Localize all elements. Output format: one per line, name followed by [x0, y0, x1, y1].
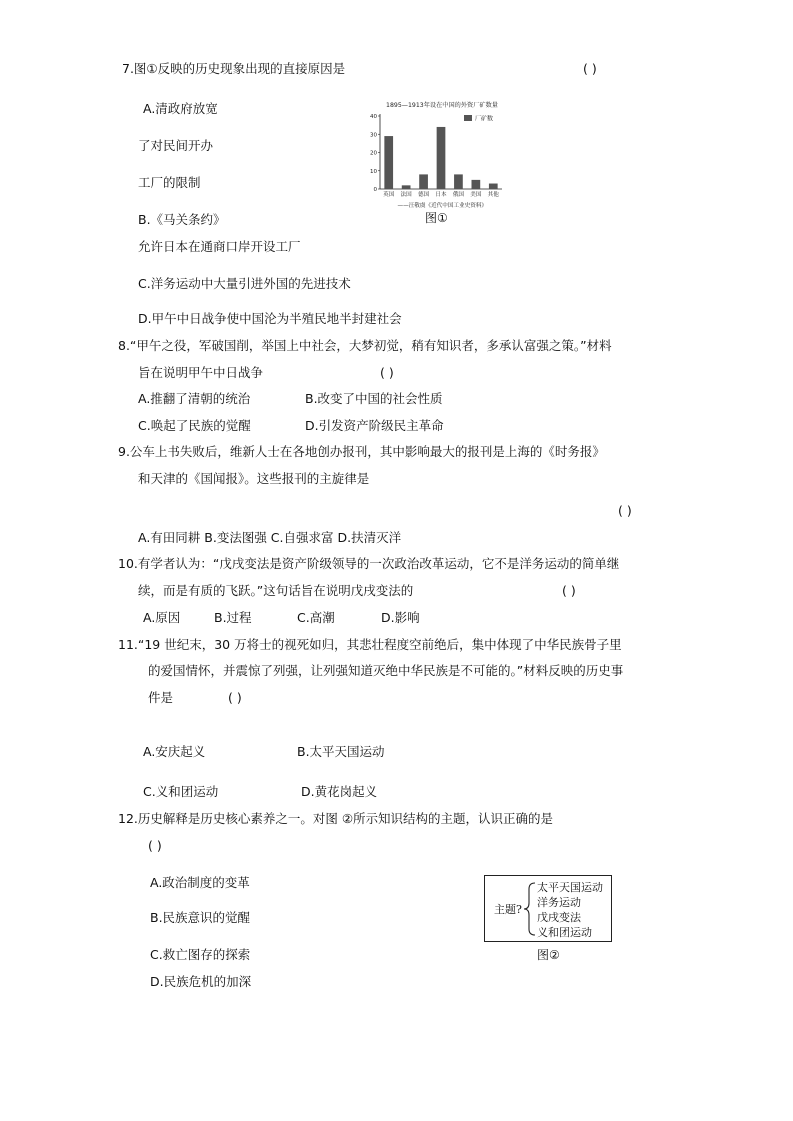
chart-x-tick-label: 日本 — [435, 192, 447, 198]
chart-y-tick-label: 0 — [373, 187, 377, 193]
q10-option-a: A.原因 — [143, 610, 181, 625]
chart-x-tick-label: 美国 — [470, 192, 482, 198]
diagram-item: 义和团运动 — [537, 926, 592, 939]
q12-option-c: C.救亡图存的探索 — [150, 947, 251, 962]
chart-x-tick-label: 德国 — [417, 192, 430, 198]
q8-option-c: C.唤起了民族的觉醒 — [138, 418, 251, 433]
q7-option-a-line2: 了对民间开办 — [138, 138, 214, 153]
chart-y-tick-label: 10 — [370, 168, 377, 175]
q12-option-a: A.政治制度的变革 — [150, 875, 250, 890]
q11-option-b: B.太平天国运动 — [297, 744, 385, 759]
chart-bar — [419, 174, 428, 189]
q11-stem-line1: 11.“19 世纪末，30 万将士的视死如归，其悲壮程度空前绝后，集中体现了中华民族骨子里 — [118, 637, 622, 652]
q7-option-a-line1: A.清政府放宽 — [143, 101, 218, 116]
figure-2-knowledge-structure — [484, 875, 612, 942]
chart-svg — [362, 99, 510, 211]
q9-options: A.有田同耕 B.变法图强 C.自强求富 D.扶清灭洋 — [138, 530, 402, 545]
q8-stem-line2: 旨在说明甲午中日战争 — [138, 365, 264, 380]
q10-option-c: C.高潮 — [297, 610, 335, 625]
chart-bar — [454, 174, 463, 189]
q8-option-a: A.推翻了清朝的统治 — [138, 391, 251, 406]
q10-option-b: B.过程 — [214, 610, 252, 625]
q10-stem-line2: 续，而是有质的飞跃。”这句话旨在说明戊戌变法的 — [138, 583, 414, 598]
q12-answer-parens: ( ) — [148, 838, 162, 853]
q9-answer-parens: ( ) — [618, 503, 632, 518]
q10-answer-parens: ( ) — [562, 583, 576, 598]
chart-y-tick-label: 40 — [370, 114, 377, 120]
figure-1-bar-chart — [362, 99, 510, 211]
chart-x-tick-label: 英国 — [383, 192, 395, 198]
chart-x-tick-label: 俄国 — [452, 192, 465, 198]
q10-option-d: D.影响 — [381, 610, 420, 625]
q7-option-b-line1: B.《马关条约》 — [138, 212, 226, 227]
q7-stem: 7.图①反映的历史现象出现的直接原因是 — [122, 61, 346, 76]
q11-stem-line2: 的爱国情怀，并震惊了列强，让列强知道灭绝中华民族是不可能的。”材料反映的历史事 — [148, 663, 624, 678]
chart-bar — [384, 136, 393, 189]
chart-x-tick-label: 法国 — [400, 192, 412, 198]
q12-option-b: B.民族意识的觉醒 — [150, 910, 251, 925]
chart-title: 1895—1913年设在中国的外资厂矿数量 — [386, 102, 498, 109]
chart-legend-label: 厂矿数 — [475, 115, 494, 123]
q11-option-a: A.安庆起义 — [143, 744, 206, 759]
q11-stem-line3: 件是 — [148, 690, 174, 705]
diagram-topic: 主题? — [494, 903, 522, 916]
chart-bar — [472, 180, 481, 189]
q12-stem: 12.历史解释是历史核心素养之一。对图 ②所示知识结构的主题，认识正确的是 — [118, 811, 554, 826]
q11-answer-parens: ( ) — [228, 690, 242, 705]
q10-stem-line1: 10.有学者认为：“戊戌变法是资产阶级领导的一次政治改革运动，它不是洋务运动的简单继 — [118, 556, 620, 571]
curly-brace-icon — [523, 881, 537, 937]
chart-legend-swatch — [464, 115, 472, 121]
figure-1-caption: 图① — [425, 211, 448, 225]
chart-source: ——汪敬虞《近代中国工业史资料》 — [397, 203, 487, 209]
q7-option-d: D.甲午中日战争使中国沦为半殖民地半封建社会 — [138, 311, 402, 326]
q7-option-a-line3: 工厂的限制 — [138, 175, 201, 190]
chart-bar — [489, 184, 498, 189]
chart-bar — [402, 185, 411, 189]
q9-stem-line1: 9.公车上书失败后，维新人士在各地创办报刊，其中影响最大的报刊是上海的《时务报》 — [118, 444, 605, 459]
diagram-item: 戊戌变法 — [537, 911, 581, 924]
q7-option-b-line2: 允许日本在通商口岸开设工厂 — [138, 239, 301, 254]
diagram-item: 太平天国运动 — [537, 881, 603, 894]
chart-bar — [437, 127, 446, 189]
chart-y-tick-label: 20 — [370, 150, 377, 157]
figure-2-caption: 图② — [537, 948, 560, 962]
q8-stem-line1: 8.“甲午之役，军破国削，举国上中社会，大梦初觉，稍有知识者，多承认富强之策。”材料 — [118, 338, 612, 353]
q7-option-c: C.洋务运动中大量引进外国的先进技术 — [138, 276, 351, 291]
q8-answer-parens: ( ) — [380, 365, 394, 380]
diagram-item: 洋务运动 — [537, 896, 581, 909]
q11-option-c: C.义和团运动 — [143, 784, 219, 799]
chart-y-tick-label: 30 — [370, 132, 377, 139]
q8-option-d: D.引发资产阶级民主革命 — [305, 418, 444, 433]
chart-x-tick-label: 其他 — [487, 192, 499, 198]
q7-answer-parens: ( ) — [583, 61, 597, 76]
q12-option-d: D.民族危机的加深 — [150, 974, 252, 989]
q11-option-d: D.黄花岗起义 — [301, 784, 378, 799]
q9-stem-line2: 和天津的《国闻报》。这些报刊的主旋律是 — [138, 471, 370, 486]
q8-option-b: B.改变了中国的社会性质 — [305, 391, 443, 406]
